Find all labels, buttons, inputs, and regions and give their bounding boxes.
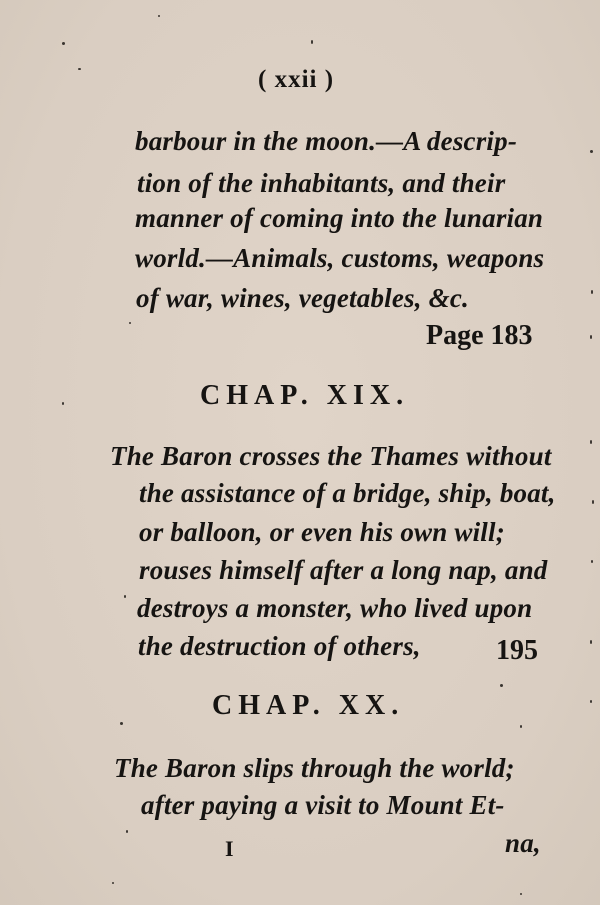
paper-speck xyxy=(500,684,503,687)
paper-speck xyxy=(124,595,126,598)
paper-speck xyxy=(311,40,313,44)
paper-speck xyxy=(520,893,522,895)
bleed-mark xyxy=(590,640,592,644)
toc-line: the destruction of others, xyxy=(138,631,421,661)
paper-speck xyxy=(126,830,128,833)
toc-line: barbour in the moon.—A descrip- xyxy=(135,126,518,156)
chapter-heading: CHAP. XIX. xyxy=(200,380,410,411)
bleed-mark xyxy=(590,150,593,153)
toc-line: The Baron crosses the Thames without xyxy=(110,441,552,471)
paper-speck xyxy=(62,402,64,405)
bleed-mark xyxy=(590,335,592,339)
chapter-heading: CHAP. XX. xyxy=(212,690,405,721)
paper-speck xyxy=(62,42,65,45)
catchword: na, xyxy=(505,828,541,858)
bleed-mark xyxy=(591,290,593,294)
paper-speck xyxy=(120,722,123,725)
bleed-mark xyxy=(590,700,592,703)
paper-speck xyxy=(78,68,81,70)
page-reference: Page 183 xyxy=(426,320,533,351)
toc-line: rouses himself after a long nap, and xyxy=(139,555,548,585)
paper-speck xyxy=(158,15,160,17)
toc-line: the assistance of a bridge, ship, boat, xyxy=(139,478,556,508)
page-number-header: ( xxii ) xyxy=(258,66,335,93)
toc-line: tion of the inhabitants, and their xyxy=(137,168,506,198)
signature-mark: I xyxy=(225,836,234,861)
toc-line: world.—Animals, customs, weapons xyxy=(135,243,545,273)
bleed-mark xyxy=(592,500,594,504)
toc-line: destroys a monster, who lived upon xyxy=(137,593,533,623)
bleed-mark xyxy=(590,440,592,444)
paper-speck xyxy=(520,725,522,728)
toc-line: of war, wines, vegetables, &c. xyxy=(136,283,469,313)
paper-speck xyxy=(129,322,131,324)
toc-line: after paying a visit to Mount Et- xyxy=(141,790,505,820)
toc-line: The Baron slips through the world; xyxy=(114,753,515,783)
toc-line: or balloon, or even his own will; xyxy=(139,517,505,547)
toc-line: manner of coming into the lunarian xyxy=(135,203,544,233)
bleed-mark xyxy=(591,560,593,563)
page-reference: 195 xyxy=(496,635,538,666)
paper-speck xyxy=(112,882,114,884)
